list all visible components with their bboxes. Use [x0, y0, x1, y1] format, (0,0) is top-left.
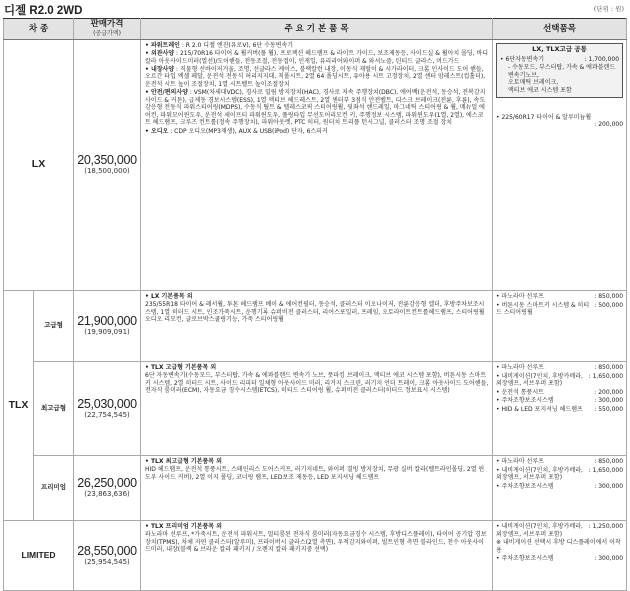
option-item: • HID & LED 포지셔닝 헤드램프 : 550,000: [496, 405, 624, 413]
supply-price-lx: (18,500,000): [84, 167, 130, 175]
feature-text: HID 헤드램프, 운전석 통풍시트, 스테인리스 도어스커프, 러기지네트, 와이퍼 결빙 방지장치, 무광 실버 칼라(벨트라인몰딩, 2열 윈도우 사이드 커버), 2열 이지 폴딩, 코너링 램프, LED보조 제동등, LED 포지셔닝 헤드램프: [145, 466, 485, 481]
feature-line: • 안전/편의사양 : VSM(차세대VDC), 경사로 밀림 방지장치(HAC), 경사로 저속 주행장치(DBC), 에어백(운전석, 동승석, 전복감지 사이드 & 커튼), 급제동 경보시스템(ESS), 1열 액티브 헤드레스트, 2열 센터부 3점식 안전벨트, 디스크 브레이크(전륜, 후륜), 속도감응형 전동식 파워스티어링(MDPS), 수동식 틸트 & 텔레스코픽 스티어링휠, 뒷좌석 핸드레일, 마그네틱 스티어링 & 휠, 메뉴얼 에어컨, 파워모어윈도우, 운전석 세이프티 파워윈도우, 풀링타입 무선도어리모컨 키, 주행정보 시스템, 파워윈도우(1열, 2열), 에스코트 헤드램프, 크루즈 컨트롤(정속 주행장치), 파워아웃렛, PTC 히터, 원터치 트리플 턴시그널, 클러스터 조명 조절 장치: [145, 89, 486, 127]
option-name: • 225/60R17 타이어 & 알루미늄휠: [496, 113, 592, 121]
trim-limited: LIMITED: [4, 521, 74, 591]
supply-price-limited: (25,954,545): [84, 557, 130, 566]
table-row-limited: [4, 521, 627, 591]
price-tlx-premium: 21,900,000: [77, 314, 137, 328]
supply-price-tlx-prime: (23,863,636): [84, 490, 130, 498]
option-item: • 버튼시동 스마트키 시스템 & 히티드 스티어링휠 : 500,000: [496, 301, 624, 317]
options-tlx-best: [493, 362, 627, 456]
feature-title: • LX 기본품목 외: [145, 293, 193, 300]
price-tlx-best: 25,030,000: [77, 396, 137, 411]
features-limited: [141, 521, 493, 591]
options-tlx-premium: [493, 291, 627, 362]
option-item: [500, 56, 619, 64]
feature-line: • 오디오 : CDP 오디오(MP3재생), AUX & USB(iPod) 단자, 6스피커: [145, 127, 328, 135]
subtrim-tlx-premium: 고급형: [34, 291, 74, 362]
feature-title: • TLX 최고급형 기본품목 외: [145, 458, 222, 465]
common-option-box: [496, 43, 623, 98]
option-item: • 내비게이션(7인치, 후방카메라, 외장앰프, 서브우퍼 포함) : 1,650,000: [496, 372, 624, 388]
supply-price-tlx-best: (22,754,545): [84, 410, 130, 419]
price-cell-lx: [74, 40, 141, 291]
option-note: 액티브 에코 시스템 포함: [508, 86, 572, 94]
header-features: 주 요 기 본 품 목: [141, 19, 493, 40]
option-item: • 운전석 통풍시트 : 200,000: [496, 388, 624, 396]
option-item: • 주차조향보조시스템 : 300,000: [496, 555, 624, 563]
option-item: • 주차조향보조시스템 : 300,000: [496, 482, 624, 490]
price-table: [3, 18, 627, 591]
option-price: : 1,700,000: [584, 55, 620, 63]
option-box-title: LX, TLX고급 공통: [532, 45, 587, 53]
feature-line: • 내장사양 : 직물형 선바이저거울, 조명, 선글라스 케이스, 블랙칼런 내장, 이동식 재떨이 & 시가라이터, 크롬 인사이드 도어 핸들, 오르간 타입 엑셀 페달, 운전석 전동식 허리지지대, 칙폴시트, 2열 64 폴딩시트, 유아용 시트 고정장치, 2열 센터 암레스트(컵홀더), 운전석 시트 높이 조절장치, 1열 시트벨트 높이조절장치: [145, 65, 486, 88]
header-options: 선택품목: [493, 19, 627, 40]
table-row-tlx-prime: [4, 456, 627, 521]
feature-text: 파노라마 선루프, *가죽시트, 운전석 파워시트, 멀티룸된 전자식 룸미러(자동요금징수 시스템, 후방디스플레이), 타이어 공기압 경보장치(TPMS), 차체 자연 클러스터(알루미), 프라이버시 글라스(2열 측면), 우적감지와이퍼, 빌트인형 측면 블라인드, 천수 아웃사이드미러, 내장(블랙 & 브라운 칼라 패키지 / 오렌지 칼라 패키지중 선택): [145, 531, 487, 554]
option-item: • 주차조향보조시스템 : 300,000: [496, 397, 624, 405]
option-name: • 6단자동변속기: [500, 55, 545, 63]
options-limited: [493, 521, 627, 591]
header-trim: 차 종: [4, 19, 74, 40]
features-lx: [141, 40, 493, 291]
table-row-tlx-premium: [4, 291, 627, 362]
header-price-label: 판매가격: [90, 19, 124, 29]
header-price: [74, 19, 141, 40]
options-tlx-prime: [493, 456, 627, 521]
table-row-lx: [4, 40, 627, 291]
price-cell-tlx-prime: [74, 456, 141, 521]
feature-line: • 외관사양 : 215/70R16 타이어 & 휠커버(풀 휠), 프로젝션 헤드램프 & 라이트 가이드, 보조제동등, 사이드실 & 휠아치 몰딩, 바디칼라 아웃사이드미러(열선)/도어핸들, 전동조절, 전동접이, 인게일, 유리리어와이퍼 & 와셔노즐, 틴티드 글라스, 머드가드: [145, 50, 489, 65]
option-note: 오토매틱 브레이크,: [508, 79, 559, 87]
price-cell-tlx-best: [74, 362, 141, 456]
table-header-row: [4, 19, 627, 40]
trim-tlx: TLX: [4, 291, 34, 521]
feature-text: 6단 자동변속기(수동모드, 부스터탑, 가속 & 에콰블랜드 변속기 노브, 풋파킹 브레이크, 액티브 에코 시스템 포함), 버튼시동 스마트키 시스템, 2열 히터드 시트, 사이드 리피터 일체형 아웃사이드 미러, 리거지 스크린, 러기지 언더 트레이, 크롬 아웃사이드 도어핸들, 전자식 룸미러(ECM), 자동요금 징수시스템(ETCS), 히티드 스티어링 휠, 슈퍼비전 클러스터(히터드 정보표시 시스템): [145, 372, 489, 395]
feature-title: • TLX 프리미엄 기본품목 외: [145, 523, 222, 530]
option-item: • 파노라마 선루프 : 850,000: [496, 458, 624, 465]
features-tlx-premium: [141, 291, 493, 362]
option-item: • 파노라마 선루프 : 850,000: [496, 293, 624, 300]
price-cell-tlx-premium: [74, 291, 141, 362]
option-item: • 파노라마 선루프 : 850,000: [496, 364, 624, 371]
features-tlx-best: [141, 362, 493, 456]
option-item: • 내비게이션(7인치, 후방카메라, 외장앰프, 서브우퍼 포함) : 1,250,000: [496, 523, 624, 538]
price-lx: 20,350,000: [77, 153, 137, 167]
header-price-sub: (공급가액): [93, 30, 121, 37]
option-price: : 200,000: [594, 121, 624, 129]
option-item: [496, 114, 623, 129]
page-title: 디젤 R2.0 2WD: [4, 5, 83, 17]
price-cell-limited: [74, 521, 141, 591]
table-row-tlx-best: [4, 362, 627, 456]
options-lx: [493, 40, 627, 291]
feature-text: 235/55R18 타이어 & 레서휠, 투톤 헤드램프 베이 & 에어컨필터, 동승석, 클러스터 이오나이저, 전륜감응형 엘더, 후방주차보조시스템, 1열 히터드 시트, 인조가죽시트, 운행기록 슈퍼비전 클러스터, 리어스포일러, 프레임, 오토라이트컨트롤헤드램프, 스티어링휠오디오 리모컨, 글로브박스쿨링기능, 가죽 스티어링휠: [145, 301, 485, 324]
option-note: ※ 내비게이션 선택시 후방 디스플레이에서 이착용: [496, 539, 621, 554]
unit-note: (단위 : 원): [593, 5, 624, 13]
trim-lx: LX: [4, 40, 74, 291]
features-tlx-prime: [141, 456, 493, 521]
feature-line: • 파워트레인 : R 2.0 디젤 엔진(유로V), 6단 수동변속기: [145, 42, 294, 49]
supply-price-tlx-premium: (19,909,091): [84, 328, 130, 336]
option-note: - 수동모드, 부스터탑, 가속 & 에콰블랜드 변속기노브,: [508, 64, 616, 79]
subtrim-tlx-prime: 프리미엄: [34, 456, 74, 521]
subtrim-tlx-best: 최고급형: [34, 362, 74, 456]
feature-title: • TLX 고급형 기본품목 외: [145, 364, 217, 371]
price-tlx-prime: 26,250,000: [77, 476, 137, 490]
price-limited: 28,550,000: [77, 543, 137, 558]
option-item: • 내비게이션(7인치, 후방카메라, 외장앰프, 서브우퍼 포함) : 1,650,000: [496, 466, 624, 482]
